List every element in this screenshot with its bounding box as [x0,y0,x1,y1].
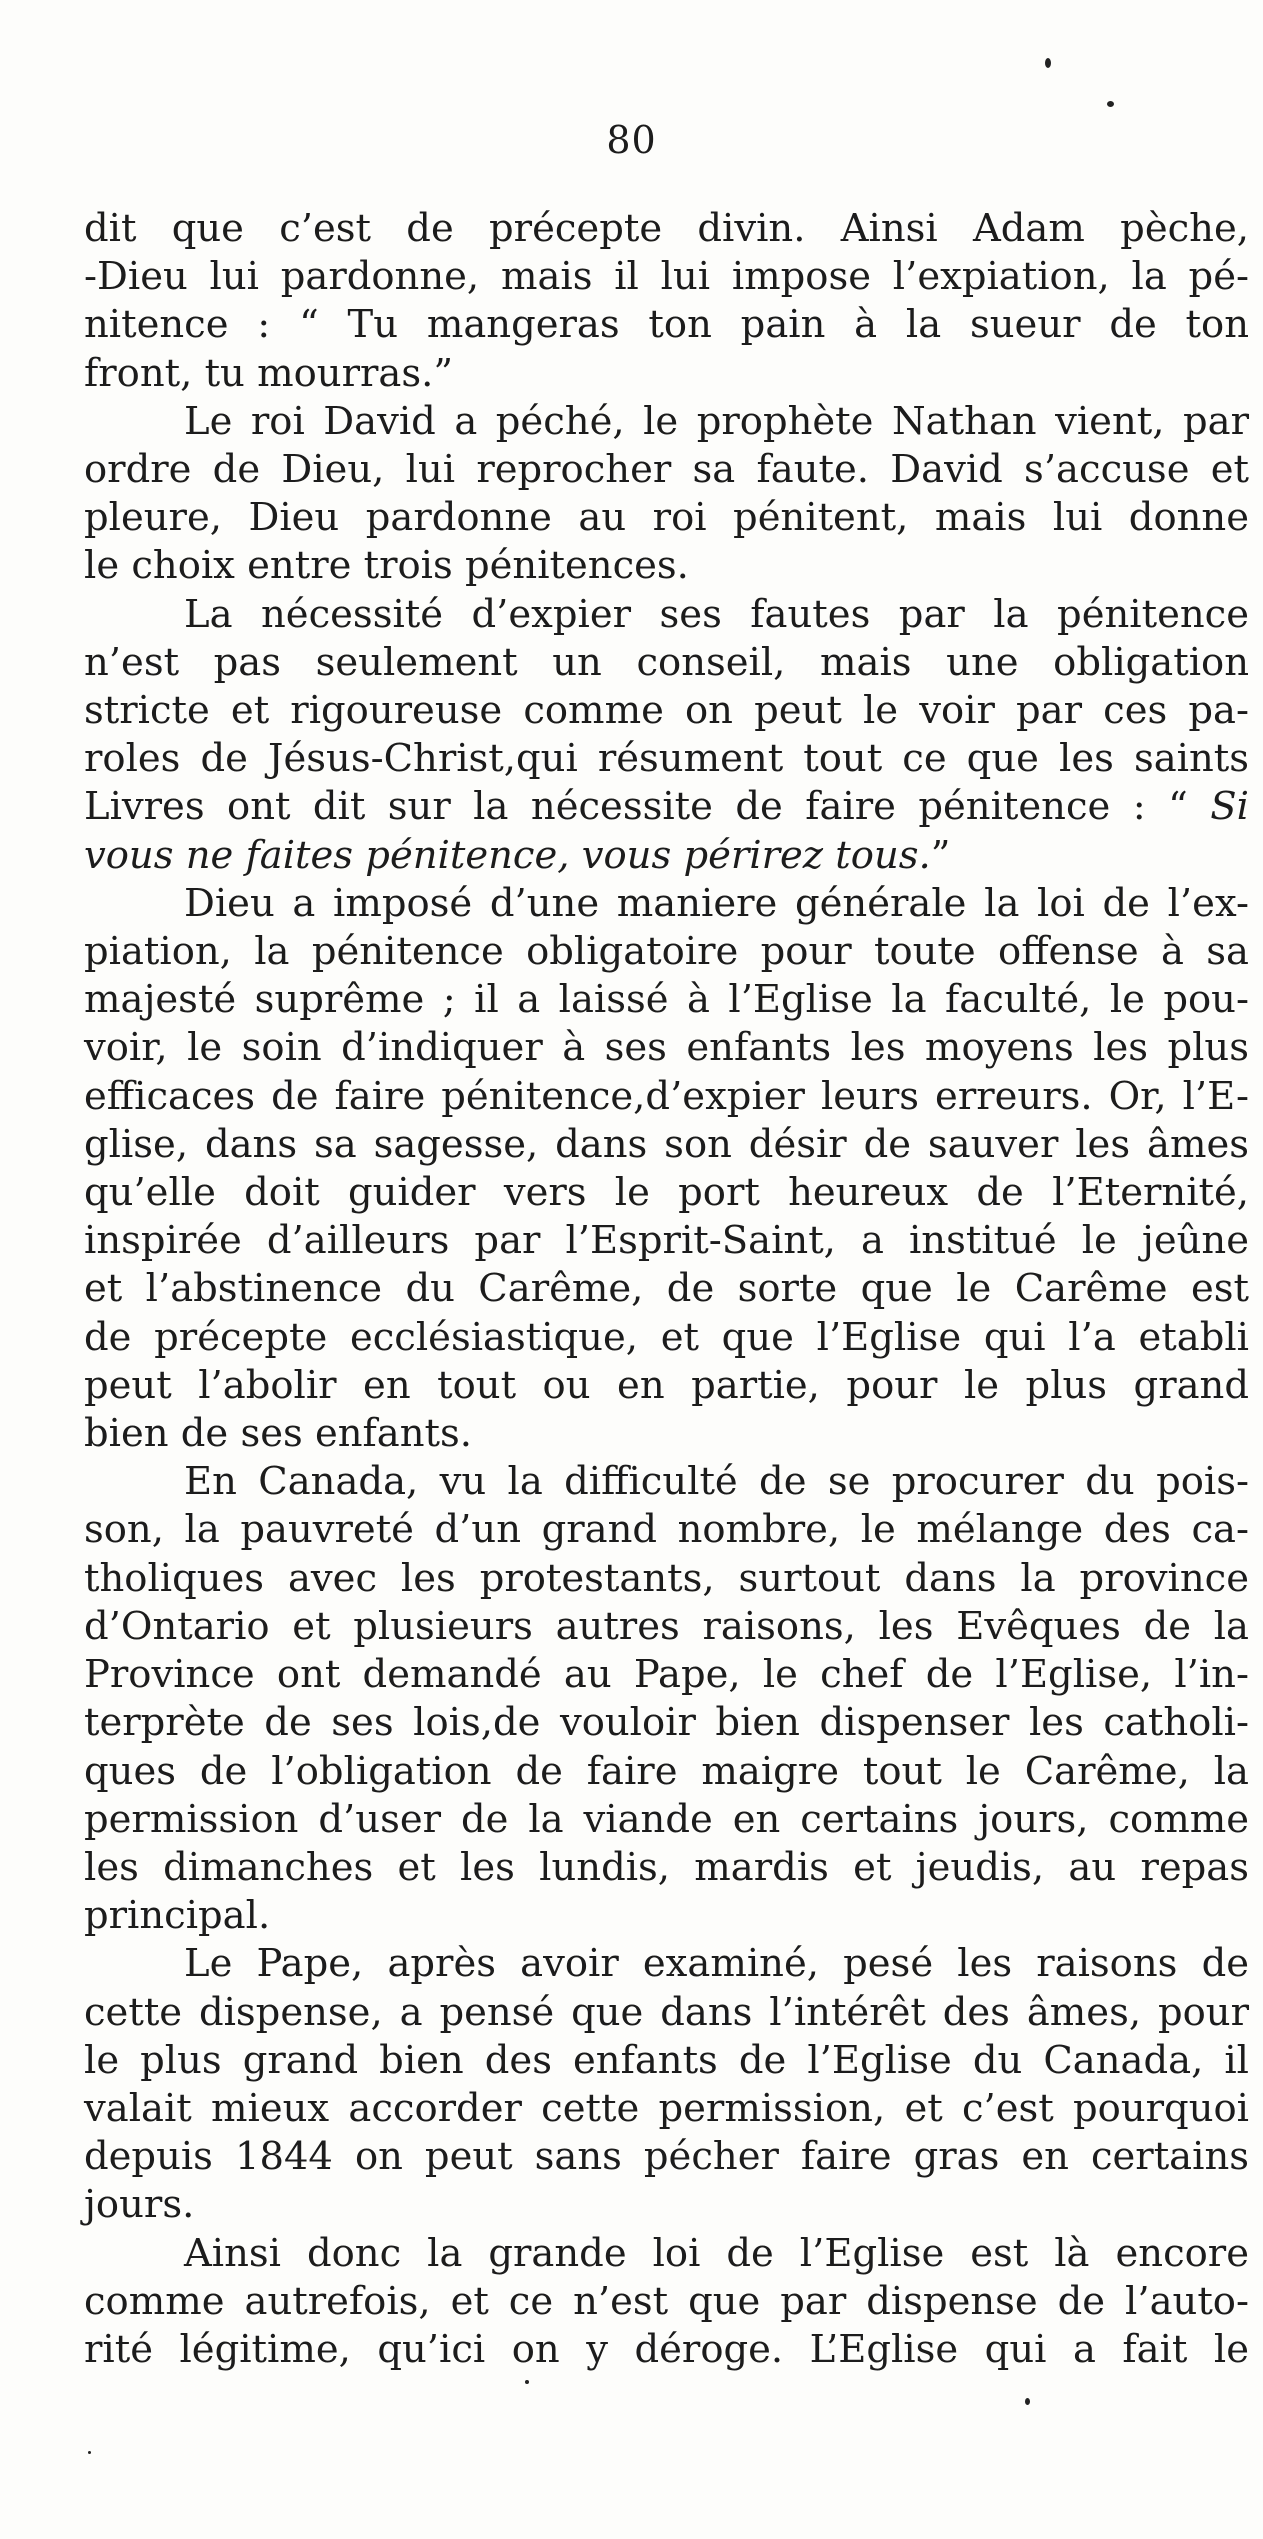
text-line: roles de Jésus-Christ,qui résument tout ce que les saints [84,736,1249,782]
paragraph [84,591,1249,880]
text-line: inspirée d’ailleurs par l’Esprit-Saint, a institué le jeûne [84,1218,1249,1264]
text-line: stricte et rigoureuse comme on peut le voir par ces pa- [84,688,1249,734]
text-line: Livres ont dit sur la nécessite de faire pénitence : “ Si [84,784,1249,830]
text-line: majesté suprême ; il a laissé à l’Eglise la faculté, le pou- [84,977,1249,1023]
text-line: de précepte ecclésiastique, et que l’Eglise qui l’a etabli [84,1314,1249,1360]
scan-speck [1025,2398,1030,2405]
text-line: glise, dans sa sagesse, dans son désir de sauver les âmes [84,1121,1249,1167]
text-line: cette dispense, a pensé que dans l’intérêt des âmes, pour [84,1989,1249,2035]
text-line: piation, la pénitence obligatoire pour toute offense à sa [84,929,1249,975]
text-line: dit que c’est de précepte divin. Ainsi Adam pèche, [84,206,1249,251]
text-line: terprète de ses lois,de vouloir bien dispenser les catholi- [84,1700,1249,1746]
text-line: tholiques avec les protestants, surtout dans la province [84,1555,1249,1601]
text-line: peut l’abolir en tout ou en partie, pour le plus grand [84,1362,1249,1408]
paragraph [84,880,1249,1458]
paragraph [84,1940,1249,2229]
text-line: efficaces de faire pénitence,d’expier leurs erreurs. Or, l’E- [84,1073,1249,1119]
text-line: qu’elle doit guider vers le port heureux de l’Eternité, [84,1170,1249,1216]
text-line: La nécessité d’expier ses fautes par la pénitence [184,591,1249,637]
text-line: En Canada, vu la difficulté de se procurer du pois- [184,1459,1249,1505]
scan-speck [1045,58,1051,68]
scan-speck [525,2380,529,2384]
text-line: principal. [84,1893,271,1939]
text-line: le choix entre trois pénitences. [84,543,689,589]
text-line: -Dieu lui pardonne, mais il lui impose l’expiation, la pé- [84,254,1249,300]
text-line: n’est pas seulement un conseil, mais une obligation [84,639,1249,685]
scan-speck [88,2451,91,2454]
text-line: bien de ses enfants. [84,1411,473,1457]
text-line: front, tu mourras.” [84,350,454,396]
paragraph [84,398,1249,591]
text-line: permission d’user de la viande en certains jours, comme [84,1796,1249,1842]
text-line: Province ont demandé au Pape, le chef de l’Eglise, l’in- [84,1652,1249,1698]
text-line: pleure, Dieu pardonne au roi pénitent, mais lui donne [84,495,1249,541]
text-line: vous ne faites pénitence, vous périrez tous.” [84,832,951,878]
scan-speck [1107,101,1114,107]
text-line: jours. [84,2182,195,2228]
page-number: 80 [606,118,657,162]
text-line: Ainsi donc la grande loi de l’Eglise est là encore [184,2230,1249,2276]
text-line: Le Pape, après avoir examiné, pesé les raisons de [184,1941,1249,1987]
text-line: Le roi David a péché, le prophète Nathan vient, par [184,398,1249,444]
text-line: Dieu a imposé d’une maniere générale la loi de l’ex- [184,880,1249,926]
text-line: voir, le soin d’indiquer à ses enfants les moyens les plus [84,1025,1249,1071]
text-line: depuis 1844 on peut sans pécher faire gras en certains [84,2134,1249,2180]
text-line: les dimanches et les lundis, mardis et jeudis, au repas [84,1844,1249,1890]
body-text [84,205,1249,2374]
paragraph [84,1458,1249,1940]
text-line: ques de l’obligation de faire maigre tout le Carême, la [84,1748,1249,1794]
text-line: valait mieux accorder cette permission, et c’est pourquoi [84,2085,1249,2131]
text-line: son, la pauvreté d’un grand nombre, le mélange des ca- [84,1507,1249,1553]
text-line: d’Ontario et plusieurs autres raisons, les Evêques de la [84,1603,1249,1649]
text-line: nitence : “ Tu mangeras ton pain à la sueur de ton [84,302,1249,348]
text-line: le plus grand bien des enfants de l’Eglise du Canada, il [84,2037,1249,2083]
text-line: comme autrefois, et ce n’est que par dispense de l’auto- [84,2278,1249,2324]
text-line: et l’abstinence du Carême, de sorte que le Carême est [84,1266,1249,1312]
paragraph [84,205,1249,398]
text-line: rité légitime, qu’ici on y déroge. L’Eglise qui a fait le [84,2326,1249,2372]
text-line: ordre de Dieu, lui reprocher sa faute. David s’accuse et [84,447,1249,493]
paragraph [84,2230,1249,2375]
